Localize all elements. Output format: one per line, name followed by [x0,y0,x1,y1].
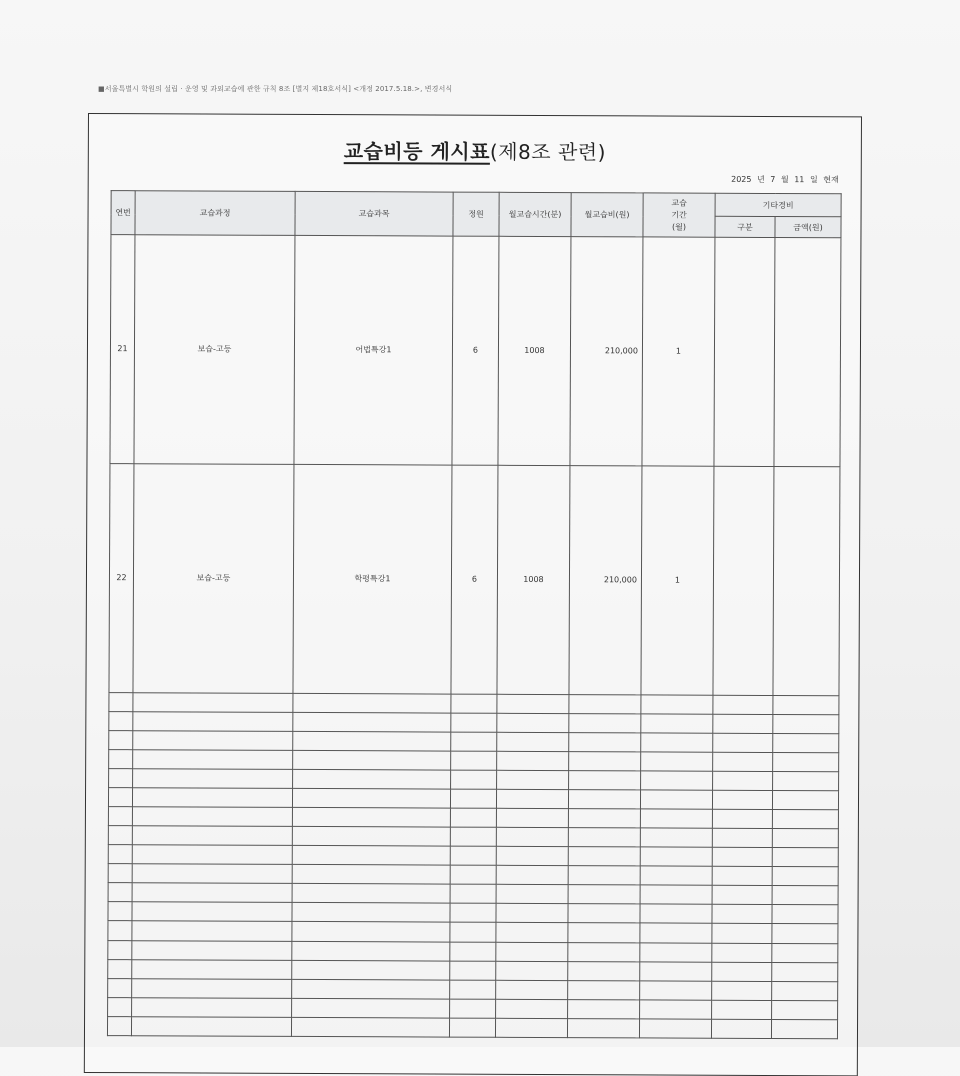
cell-monthly-fee [569,751,641,770]
cell-other-type [713,695,773,714]
fee-table-body [107,235,841,1039]
cell-monthly-hours [496,999,568,1018]
cell-course [132,864,292,884]
cell-subject [291,1017,449,1037]
cell-course [132,997,292,1017]
cell-monthly-hours: 1008 [497,465,570,694]
date-month: 7 [770,174,776,184]
as-of-date [731,174,839,185]
cell-capacity [450,827,496,846]
cell-other-type [713,733,773,752]
cell-capacity [450,999,496,1018]
cell-other-type [712,1000,772,1019]
cell-subject [292,846,450,866]
cell-monthly-fee [568,961,640,980]
cell-other-amount [772,962,838,981]
cell-period [640,1000,712,1019]
cell-monthly-fee [569,771,641,790]
cell-monthly-hours [496,846,568,865]
cell-other-type [712,981,772,1000]
cell-subject [293,769,451,789]
cell-monthly-hours [497,770,569,789]
cell-monthly-hours [495,1018,567,1038]
cell-monthly-hours [497,732,569,751]
table-row [109,463,840,695]
table-header-row [111,191,841,217]
cell-other-amount [773,466,840,695]
cell-subject: 학평특강1 [293,464,452,694]
cell-subject [292,960,450,980]
cell-period [640,828,712,847]
cell-capacity [451,713,497,732]
cell-other-type [712,886,772,905]
table-row [110,235,841,467]
date-year-unit: 년 [757,174,765,184]
cell-capacity [451,751,497,770]
cell-monthly-hours [496,827,568,846]
header-course: 교습과정 [135,191,295,236]
cell-other-amount [772,848,838,867]
cell-period [639,1019,711,1039]
cell-monthly-fee [568,847,640,866]
cell-course [132,959,292,979]
cell-other-type [712,847,772,866]
cell-course [132,883,292,903]
cell-period [640,981,712,1000]
cell-capacity [449,1018,495,1037]
cell-monthly-fee [568,885,640,904]
cell-no [108,883,132,902]
cell-other-amount [772,790,838,809]
header-no: 연번 [111,191,135,235]
cell-subject [293,693,451,713]
date-month-unit: 월 [780,175,789,185]
cell-monthly-fee [568,866,640,885]
cell-other-amount [773,752,839,771]
cell-course [132,940,292,960]
cell-monthly-hours [496,904,568,923]
fee-notice-sheet [84,113,862,1076]
cell-period: 1 [641,466,714,695]
cell-course [132,921,292,941]
cell-no [109,749,133,768]
cell-course [133,750,293,770]
header-other-costs: 기타경비 [715,193,841,217]
cell-other-type [712,809,772,828]
cell-course: 보습-고등 [133,464,294,694]
cell-other-amount [772,1000,838,1019]
cell-subject [293,731,451,751]
cell-course [133,769,293,789]
cell-monthly-fee: 210,000 [569,465,642,694]
cell-other-amount [772,829,838,848]
header-period-line2: 기간 [671,210,687,220]
header-period-line3: (월) [671,222,687,232]
cell-capacity: 6 [452,236,499,465]
cell-period [640,942,712,961]
cell-monthly-hours: 1008 [498,236,571,465]
fee-table [107,190,842,1039]
cell-period [641,695,713,714]
cell-subject [292,998,450,1018]
cell-other-type [713,752,773,771]
cell-course [132,845,292,865]
cell-other-amount [773,695,839,714]
cell-capacity [450,980,496,999]
cell-course [132,788,292,808]
cell-capacity [450,865,496,884]
cell-course [133,692,293,712]
cell-monthly-hours [497,694,569,713]
cell-other-amount [773,733,839,752]
cell-subject [293,712,451,732]
cell-subject: 어법특강1 [294,235,453,465]
cell-other-type [712,905,772,924]
title-main: 교습비등 게시표 [343,139,490,164]
cell-course [132,978,292,998]
cell-no [108,826,132,845]
cell-course [132,826,292,846]
date-suffix: 현재 [823,175,839,185]
cell-period: 1 [642,237,715,466]
form-reference-note: ■서울특별시 학원의 설립 · 운영 및 과외교습에 관한 규칙 8조 [별지 제18호서식] <개정 2017.5.18.>, 변경서식 [98,85,453,93]
cell-subject [292,807,450,827]
cell-no [109,711,133,730]
cell-other-amount [771,1019,837,1039]
cell-monthly-hours [496,961,568,980]
cell-period [640,923,712,942]
cell-capacity: 6 [451,465,498,694]
cell-monthly-hours [497,713,569,732]
cell-other-amount [772,943,838,962]
header-other-type: 구분 [715,216,775,237]
header-other-amount: 금액(원) [775,216,841,237]
cell-no [108,978,132,997]
cell-no [108,788,132,807]
header-monthly-fee: 월교습비(원) [571,193,643,237]
cell-course [133,711,293,731]
date-day: 11 [794,175,805,185]
cell-subject [293,750,451,770]
cell-monthly-fee [569,694,641,713]
cell-monthly-fee [568,828,640,847]
cell-no: 22 [109,463,134,692]
cell-other-type [713,466,774,695]
header-capacity: 정원 [453,192,499,236]
table-row [107,1016,837,1038]
header-period-line1: 교습 [671,198,687,208]
cell-capacity [451,770,497,789]
cell-other-type [714,237,775,466]
cell-no [108,921,132,940]
cell-subject [292,827,450,847]
cell-capacity [451,694,497,713]
cell-monthly-hours [496,980,568,999]
cell-subject [292,865,450,885]
cell-monthly-fee [568,999,640,1018]
date-day-unit: 일 [809,175,818,185]
cell-no [108,845,132,864]
cell-no [109,692,133,711]
cell-capacity [450,808,496,827]
cell-period [640,885,712,904]
page-title [89,134,861,166]
cell-period [640,904,712,923]
header-monthly-hours: 월교습시간(분) [499,192,571,236]
cell-monthly-fee [568,790,640,809]
cell-capacity [450,961,496,980]
cell-no [108,959,132,978]
cell-monthly-fee [568,980,640,999]
date-year: 2025 [731,174,752,184]
cell-other-type [712,828,772,847]
cell-no [108,864,132,883]
cell-other-type [712,962,772,981]
cell-no: 21 [110,235,135,464]
cell-period [640,866,712,885]
cell-other-type [711,1019,771,1039]
cell-subject [292,922,450,942]
cell-no [108,807,132,826]
cell-monthly-fee [568,942,640,961]
cell-capacity [450,942,496,961]
cell-other-amount [772,886,838,905]
cell-no [108,940,132,959]
cell-capacity [450,789,496,808]
cell-no [108,997,132,1016]
cell-monthly-hours [497,751,569,770]
cell-other-amount [774,237,841,466]
cell-period [641,714,713,733]
cell-period [640,847,712,866]
cell-other-type [713,714,773,733]
cell-period [640,961,712,980]
cell-subject [292,979,450,999]
cell-other-type [712,866,772,885]
title-suffix: (제8조 관련) [489,139,606,165]
cell-other-type [713,771,773,790]
cell-capacity [450,923,496,942]
cell-monthly-fee [567,1018,639,1038]
cell-period [641,752,713,771]
cell-course [131,1016,291,1036]
cell-monthly-fee [569,713,641,732]
cell-capacity [450,884,496,903]
cell-monthly-fee: 210,000 [570,237,643,466]
cell-other-amount [772,867,838,886]
cell-capacity [451,732,497,751]
cell-capacity [450,903,496,922]
cell-monthly-hours [496,808,568,827]
cell-monthly-hours [496,942,568,961]
cell-monthly-hours [496,866,568,885]
cell-period [641,771,713,790]
cell-no [108,902,132,921]
cell-period [640,790,712,809]
cell-monthly-fee [568,923,640,942]
cell-subject [292,941,450,961]
cell-monthly-fee [568,904,640,923]
cell-other-amount [773,714,839,733]
cell-no [109,769,133,788]
cell-other-amount [772,905,838,924]
header-period [643,193,715,237]
cell-other-amount [773,771,839,790]
cell-subject [292,903,450,923]
cell-monthly-fee [568,809,640,828]
cell-course [132,902,292,922]
cell-period [640,809,712,828]
cell-no [107,1016,131,1035]
cell-other-type [712,943,772,962]
cell-other-amount [772,810,838,829]
cell-other-type [712,790,772,809]
cell-other-amount [772,981,838,1000]
cell-other-type [712,924,772,943]
cell-subject [292,788,450,808]
cell-course [133,731,293,751]
cell-monthly-fee [569,732,641,751]
cell-monthly-hours [496,789,568,808]
cell-monthly-hours [496,885,568,904]
cell-other-amount [772,924,838,943]
cell-period [641,733,713,752]
cell-monthly-hours [496,923,568,942]
cell-course: 보습-고등 [134,235,295,465]
cell-course [132,807,292,827]
cell-no [109,730,133,749]
cell-subject [292,884,450,904]
cell-capacity [450,846,496,865]
header-subject: 교습과목 [295,191,453,236]
